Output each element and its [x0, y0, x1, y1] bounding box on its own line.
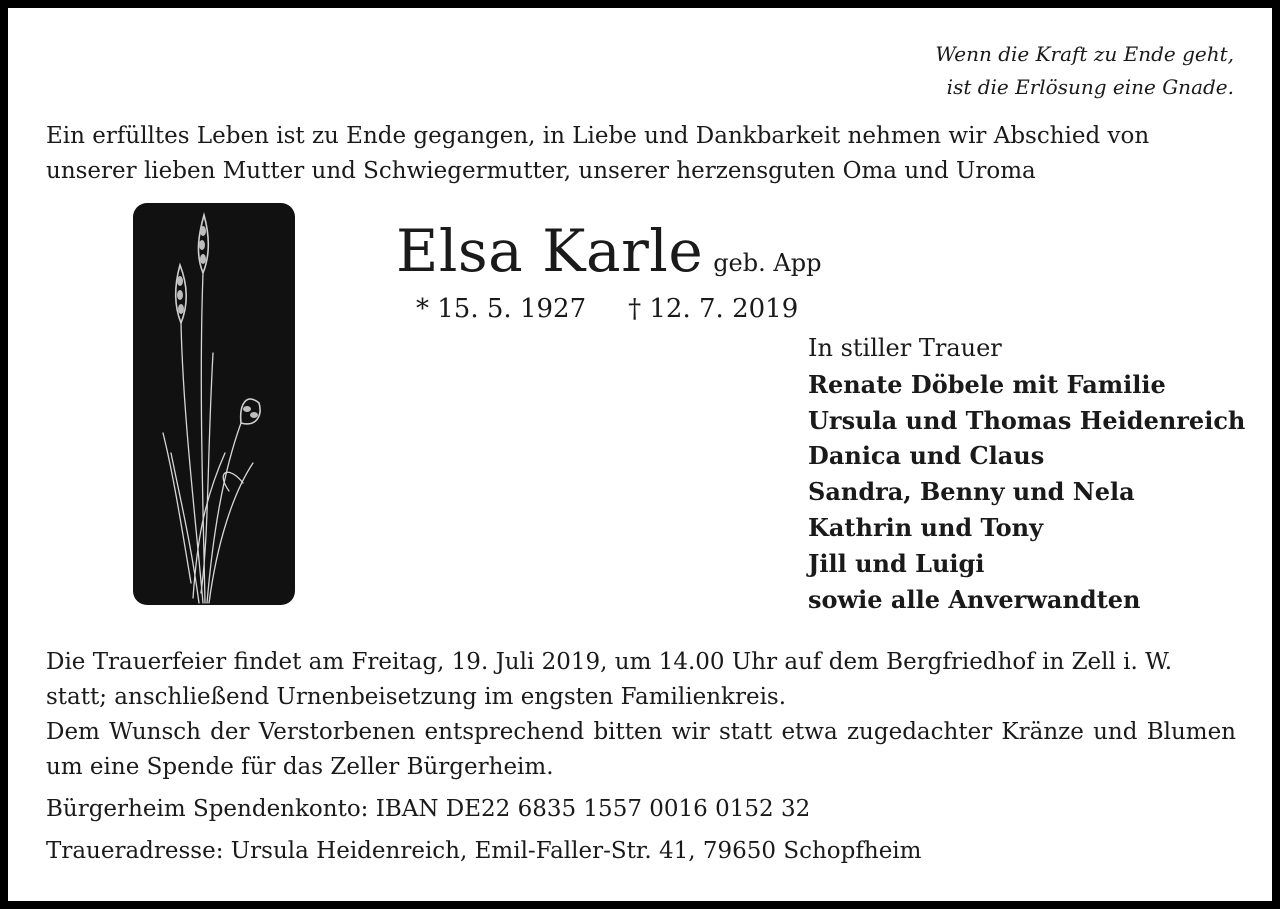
obituary-notice	[8, 8, 1272, 901]
life-dates	[416, 292, 798, 326]
ceremony-line: statt; anschließend Urnenbeisetzung im engsten Familienkreis.	[46, 684, 787, 710]
mourner-name: Sandra, Benny und Nela	[808, 477, 1135, 507]
deceased-name-line	[396, 216, 821, 286]
mourning-address: Traueradresse: Ursula Heidenreich, Emil-Faller-Str. 41, 79650 Schopfheim	[46, 838, 922, 864]
motto-quote	[935, 38, 1234, 104]
mourner-name: Danica und Claus	[808, 441, 1045, 471]
deceased-name: Elsa Karle	[396, 217, 704, 285]
mourner-name: Renate Döbele mit Familie	[808, 369, 1166, 399]
mourner-name: Ursula und Thomas Heidenreich	[808, 405, 1246, 435]
mourners-list	[808, 331, 1245, 617]
death-date: † 12. 7. 2019	[628, 294, 799, 324]
intro-line: unserer lieben Mutter und Schwiegermutter, unserer herzensguten Oma und Uroma	[46, 158, 1036, 184]
intro-text	[46, 119, 1149, 189]
motto-line: Wenn die Kraft zu Ende geht,	[935, 42, 1234, 66]
ceremony-line: Die Trauerfeier findet am Freitag, 19. Juli 2019, um 14.00 Uhr auf dem Bergfriedhof in Zell i. W.	[46, 649, 1173, 675]
birth-date: * 15. 5. 1927	[416, 294, 587, 324]
intro-line: Ein erfülltes Leben ist zu Ende gegangen, in Liebe und Dankbarkeit nehmen wir Abschied von	[46, 123, 1150, 149]
motto-line: ist die Erlösung eine Gnade.	[946, 75, 1234, 99]
donation-account: Bürgerheim Spendenkonto: IBAN DE22 6835 1557 0016 0152 32	[46, 796, 811, 822]
wheat-image	[133, 203, 295, 605]
mourner-name: Kathrin und Tony	[808, 512, 1044, 542]
wheat-stalks-icon	[133, 203, 295, 605]
maiden-name: geb. App	[713, 249, 822, 277]
mourner-name: Jill und Luigi	[808, 548, 985, 578]
mourning-lead: In stiller Trauer	[808, 334, 1002, 362]
mourner-name: sowie alle Anverwandten	[808, 584, 1141, 614]
ceremony-info	[46, 645, 1236, 869]
donation-request: Dem Wunsch der Verstorbenen entsprechend bitten wir statt etwa zugedachter Kränze und Blumen um eine Spende für das Zeller Bürgerheim.	[46, 719, 1236, 780]
